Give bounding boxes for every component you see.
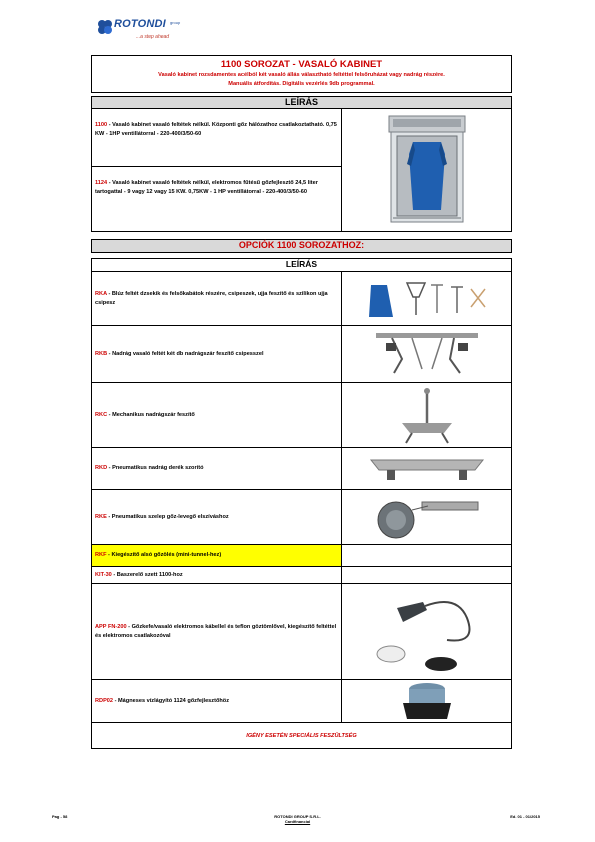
special-voltage-note: IGÉNY ESETÉN SPECIÁLIS FESZÜLTSÉG bbox=[246, 732, 357, 739]
company-logo bbox=[96, 18, 186, 48]
option-code: RKE bbox=[95, 513, 107, 520]
page-title: 1100 SOROZAT - VASALÓ KABINET bbox=[220, 59, 383, 70]
option-desc: - Kiegészítő alsó gőzölés (mini-tunnel-hez) bbox=[106, 552, 222, 559]
title-box bbox=[91, 55, 512, 93]
rkb-trouser-attachment-image bbox=[372, 329, 482, 379]
footer-company: ROTONDI GROUP S.R.L. bbox=[274, 814, 321, 819]
option-code: APP FN-200 bbox=[95, 624, 127, 630]
options-band: OPCIÓK 1100 SOROZATHOZ: bbox=[91, 239, 512, 253]
option-row-rkf bbox=[91, 545, 512, 567]
option-row-app-fn200 bbox=[91, 584, 512, 680]
option-row-rkc bbox=[91, 383, 512, 448]
product-desc: - Vasaló kabinet vasaló feltétek nélkül, elektromos fűtésű gőzfejlesztő 24,5 liter tartogattal - 9 vagy 12 vagy 15 KW. 0,75KW - 1 HP ventillátorral - 220-400/3/50-60 bbox=[95, 180, 318, 195]
rdp02-water-softener-image bbox=[397, 681, 457, 721]
rka-accessories-image bbox=[367, 277, 487, 321]
option-desc: - Pneumatikus szelep gőz-levegő elszíváshoz bbox=[106, 513, 229, 520]
option-code: RKD bbox=[95, 465, 108, 472]
option-code: RKA bbox=[95, 291, 107, 297]
edition: Ed. 01 - 01/2015 bbox=[510, 814, 540, 819]
special-voltage-row bbox=[91, 723, 512, 749]
option-code: RKF bbox=[95, 552, 107, 559]
option-row-rdp02 bbox=[91, 680, 512, 723]
rke-valve-image bbox=[372, 492, 482, 542]
option-desc: - Baszerelő szett 1100-hoz bbox=[111, 571, 183, 578]
product-desc: - Vasaló kabinet vasaló feltétek nélkül. Központi gőz hálózathoz csatlakoztatható. 0,75 KW - 1HP ventillátorral - 220-400/3/50-60 bbox=[95, 122, 337, 137]
section1-table bbox=[91, 109, 512, 232]
option-row-rka bbox=[91, 272, 512, 326]
option-desc: - Mágneses vízlágyító 1124 gőzfejlesztőhöz bbox=[113, 697, 229, 704]
option-desc: - Mechanikus nadrágszár feszítő bbox=[107, 411, 195, 418]
section1-heading: LEÍRÁS bbox=[91, 96, 512, 109]
option-desc: - Pneumatikus nadrág derék szorító bbox=[107, 465, 204, 472]
logo-group: group bbox=[170, 20, 181, 25]
cabinet-image bbox=[387, 114, 467, 226]
option-code: RKC bbox=[95, 411, 108, 418]
option-desc: - Gőzkefe/vasaló elektromos kábellel és teflon göztömlővel, kiegészítő feltéttel és elektromos csatlakozóval bbox=[95, 624, 337, 639]
logo-tagline: ...a step ahead bbox=[136, 34, 170, 40]
subtitle-line-1: Vasaló kabinet rozsdamentes acélból két vasaló állás választható feltéttel felsőruházat vagy nadrág részére. bbox=[158, 72, 445, 78]
option-desc: - Blúz feltét dzsekik és felsőkabátok részére, csipeszek, ujja feszítő és szilikon ujja csipesz bbox=[95, 291, 328, 306]
section2-heading: LEÍRÁS bbox=[91, 258, 512, 272]
product-code: 1124 bbox=[95, 180, 108, 186]
option-desc: - Nadrág vasaló feltét két db nadrágszár feszítő csipesszel bbox=[107, 350, 264, 357]
option-row-kit30 bbox=[91, 567, 512, 584]
clover-icon bbox=[96, 18, 114, 36]
product-row-1124 bbox=[92, 167, 341, 196]
app-fn200-steam-brush-image bbox=[367, 588, 487, 676]
option-code: RKB bbox=[95, 350, 108, 357]
footer-center bbox=[0, 814, 595, 824]
rkc-trouser-stretcher-image bbox=[392, 385, 462, 445]
option-code: KIT-30 bbox=[95, 571, 112, 578]
product-code: 1100 bbox=[95, 122, 108, 128]
option-row-rke bbox=[91, 490, 512, 545]
footer-doc: Cardfinancial bbox=[284, 819, 311, 824]
option-row-rkd bbox=[91, 448, 512, 490]
option-code: RDP02 bbox=[95, 697, 114, 704]
subtitle-line-2: Manuális átfordítás. Digitális vezérlés 9db programmal. bbox=[228, 81, 375, 87]
product-row-1100 bbox=[92, 109, 341, 167]
rkd-waist-clamp-image bbox=[367, 454, 487, 484]
logo-brand: ROTONDI bbox=[114, 18, 166, 30]
page-number: Pag - 58 bbox=[52, 814, 68, 819]
option-row-rkb bbox=[91, 326, 512, 383]
